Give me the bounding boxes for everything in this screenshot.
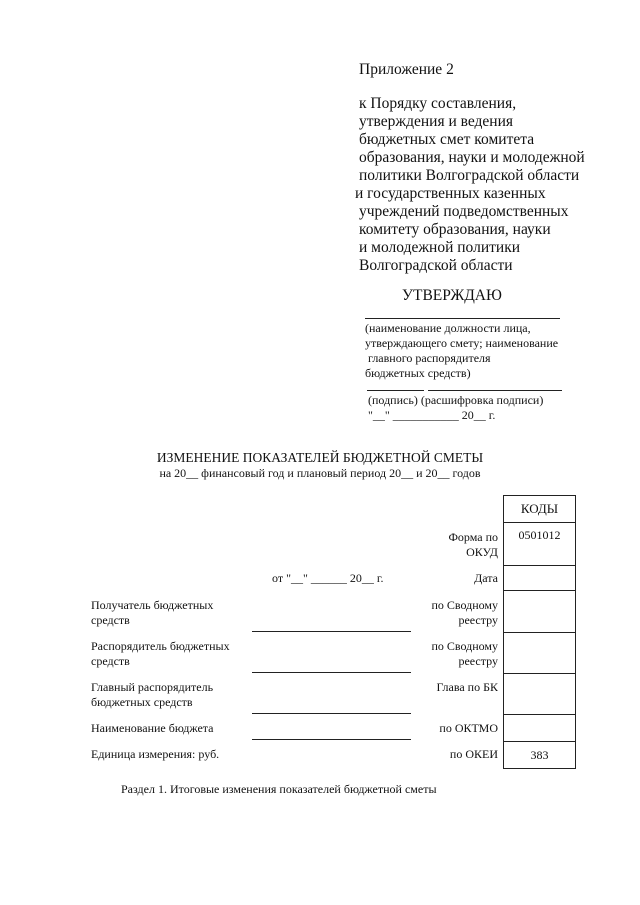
position-caption: утверждающего смету; наименование bbox=[365, 336, 559, 350]
okei-code-cell: 383 bbox=[504, 742, 576, 769]
appendix-line: и государственных казенных bbox=[355, 185, 546, 202]
registry-label: реестру bbox=[458, 654, 498, 668]
chief-label: бюджетных средств bbox=[91, 695, 193, 709]
manager-line bbox=[252, 672, 411, 673]
head-bk-cell bbox=[504, 674, 576, 715]
position-caption: бюджетных средств) bbox=[365, 366, 471, 380]
registry-label: по Сводному bbox=[431, 598, 498, 612]
recipient-label: Получатель бюджетных bbox=[91, 598, 214, 612]
appendix-line: к Порядку составления, bbox=[359, 95, 517, 112]
document-subtitle: на 20__ финансовый год и плановый период 20__ и 20__ годов bbox=[159, 466, 481, 480]
registry-label: реестру bbox=[458, 613, 498, 627]
okud-label: Форма по bbox=[448, 530, 498, 544]
okud-code-cell: 0501012 bbox=[504, 523, 576, 566]
date-label: Дата bbox=[474, 571, 498, 585]
recipient-label: средств bbox=[91, 613, 130, 627]
appendix-line: учреждений подведомственных bbox=[359, 203, 569, 220]
manager-label: средств bbox=[91, 654, 130, 668]
recipient-line bbox=[252, 631, 411, 632]
date-from: от "__" ______ 20__ г. bbox=[272, 571, 384, 585]
appendix-line: образования, науки и молодежной bbox=[359, 149, 585, 166]
appendix-line: бюджетных смет комитета bbox=[359, 131, 535, 148]
budget-name-label: Наименование бюджета bbox=[91, 721, 214, 735]
signature-caption: (подпись) (расшифровка подписи) bbox=[368, 393, 544, 407]
appendix-line: политики Волгоградской области bbox=[359, 167, 580, 184]
recipient-registry-cell bbox=[504, 591, 576, 633]
appendix-line: утверждения и ведения bbox=[359, 113, 514, 130]
date-code-cell bbox=[504, 566, 576, 591]
codes-table bbox=[503, 495, 576, 769]
oktmo-label: по ОКТМО bbox=[439, 721, 498, 735]
okud-label: ОКУД bbox=[466, 545, 498, 559]
position-signature-line bbox=[365, 318, 560, 319]
okei-label: по ОКЕИ bbox=[449, 747, 498, 761]
oktmo-cell bbox=[504, 715, 576, 742]
document-title: ИЗМЕНЕНИЕ ПОКАЗАТЕЛЕЙ БЮДЖЕТНОЙ СМЕТЫ bbox=[156, 450, 484, 465]
position-caption: главного распорядителя bbox=[368, 351, 491, 365]
section-title: Раздел 1. Итоговые изменения показателей бюджетной сметы bbox=[121, 782, 437, 796]
budget-name-line bbox=[252, 739, 411, 740]
chief-label: Главный распорядитель bbox=[91, 680, 214, 694]
manager-label: Распорядитель бюджетных bbox=[91, 639, 230, 653]
chief-line bbox=[252, 713, 411, 714]
manager-registry-cell bbox=[504, 633, 576, 674]
appendix-line: комитету образования, науки bbox=[359, 221, 551, 238]
head-bk-label: Глава по БК bbox=[436, 680, 498, 694]
appendix-line: и молодежной политики bbox=[359, 239, 521, 256]
approval-heading: УТВЕРЖДАЮ bbox=[402, 287, 502, 304]
position-caption: (наименование должности лица, bbox=[365, 321, 531, 335]
appendix-line: Волгоградской области bbox=[359, 257, 513, 274]
approval-date: "__" ___________ 20__ г. bbox=[368, 408, 496, 422]
registry-label: по Сводному bbox=[431, 639, 498, 653]
appendix-title: Приложение 2 bbox=[359, 61, 454, 78]
codes-header: КОДЫ bbox=[504, 496, 576, 523]
signature-decryption-line bbox=[428, 390, 562, 391]
unit-label: Единица измерения: руб. bbox=[91, 747, 220, 761]
signature-line bbox=[367, 390, 424, 391]
